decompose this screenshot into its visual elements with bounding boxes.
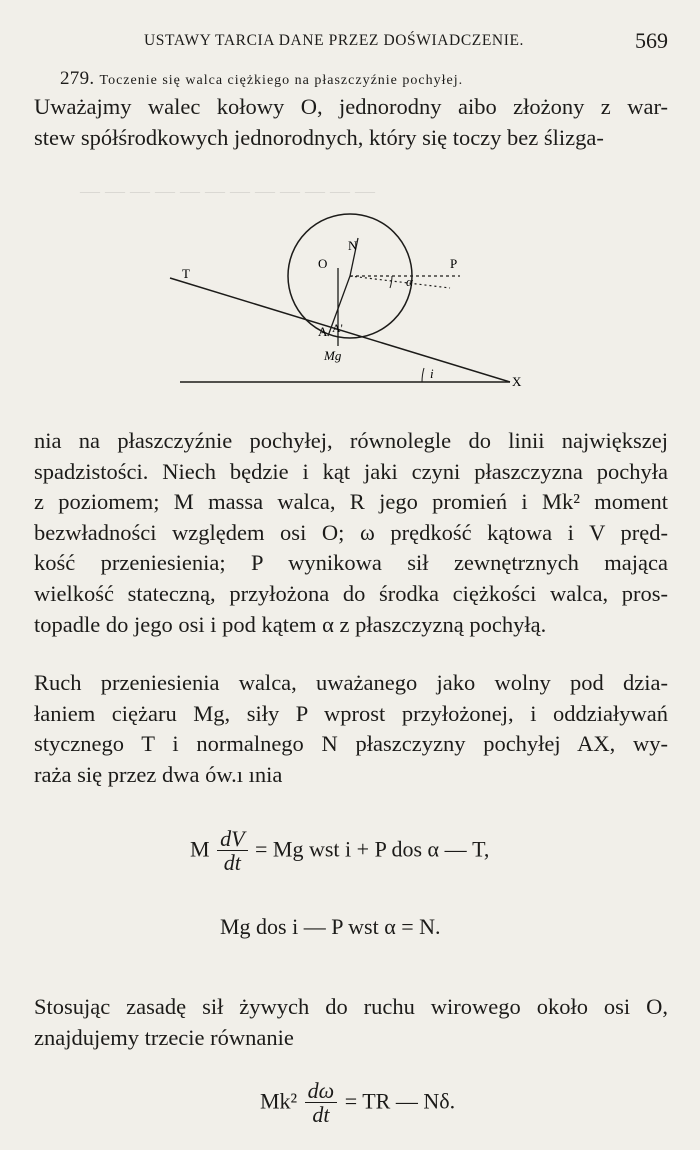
equation-3 (260, 1080, 455, 1127)
text-line: topadle do jego osi i pod kątem α z płaszczyzną pochyłą. (34, 611, 547, 637)
text-line: łaniem ciężaru Mg, siły P wprost przyłożonej, i oddziaływań (34, 700, 668, 726)
bleed-through-text: — — — — — — — — — — — — (80, 180, 375, 202)
label-p: P (450, 256, 458, 271)
eq3-fraction (305, 1080, 338, 1127)
text-line: wielkość stateczną, przyłożona do środka ciężkości walca, pros- (34, 580, 668, 606)
section-heading (60, 68, 463, 90)
text-line: stew spółśrodkowych jednorodnych, który się toczy bez ślizga- (34, 124, 604, 150)
eq3-numerator: dω (305, 1080, 338, 1103)
text-line: z poziomem; M massa walca, R jego promień i Mk² moment (34, 489, 668, 515)
text-line: kość przeniesienia; P wynikowa sił zewnętrznych mająca (34, 550, 668, 576)
label-x: X (512, 374, 522, 389)
eq1-rhs: = Mg wst i + P dos α — T, (255, 836, 490, 862)
eq3-rhs: = TR — Nδ. (344, 1088, 456, 1114)
rolling-cylinder-diagram (160, 208, 540, 408)
label-a-prime: A' (332, 321, 343, 335)
dotted-line (350, 276, 450, 288)
paragraph-1 (34, 92, 668, 153)
eq1-denominator: dt (223, 850, 241, 875)
eq1-lhs: M (190, 836, 210, 862)
eq1-fraction (217, 828, 247, 875)
text-line: bezwładności względem osi O; ω prędkość kątowa i V pręd- (34, 519, 668, 545)
label-i: i (430, 366, 434, 381)
eq3-denominator: dt (312, 1102, 330, 1127)
i-arc (422, 368, 424, 382)
equation-1 (190, 828, 489, 875)
section-number: 279. (60, 68, 95, 89)
running-title: USTAWY TARCIA DANE PRZEZ DOŚWIADCZENIE. (144, 32, 525, 49)
text-line: Uważajmy walec kołowy O, jednorodny aibo złożony z war- (34, 94, 668, 119)
equation-2 (220, 914, 441, 940)
paragraph-3 (34, 668, 668, 790)
label-a: A (318, 324, 328, 339)
label-o: O (318, 256, 328, 271)
text-line: Stosując zasadę sił żywych do ruchu wirowego około osi O, (34, 994, 668, 1019)
text-line: Ruch przeniesienia walca, uważanego jako wolny pod dzia- (34, 670, 668, 695)
text-line: stycznego T i normalnego N płaszczyzny pochyłej AX, wy- (34, 731, 668, 757)
label-n: N (348, 238, 358, 253)
eq2-text: Mg dos i — P wst α = N. (220, 914, 441, 939)
eq3-lhs: Mk² (260, 1088, 298, 1114)
alpha-arc (390, 276, 392, 288)
running-header (70, 28, 668, 58)
text-line: nia na płaszczyźnie pochyłej, równolegle do linii największej (34, 428, 668, 453)
eq1-numerator: dV (217, 828, 247, 851)
text-line: spadzistości. Niech będzie i kąt jaki czyni płaszczyzna pochyła (34, 458, 668, 484)
text-line: znajdujemy trzecie równanie (34, 1024, 294, 1050)
section-title: Toczenie się walca ciężkiego na płaszczyźnie pochyłej. (99, 73, 464, 88)
label-mg: Mg (324, 348, 342, 363)
label-alpha: α (406, 274, 413, 289)
paragraph-2 (34, 426, 668, 640)
text-line: raża się przez dwa ów.ı ınia (34, 761, 283, 787)
label-t: T (182, 266, 190, 281)
paragraph-4 (34, 992, 668, 1053)
page-number: 569 (635, 28, 668, 53)
